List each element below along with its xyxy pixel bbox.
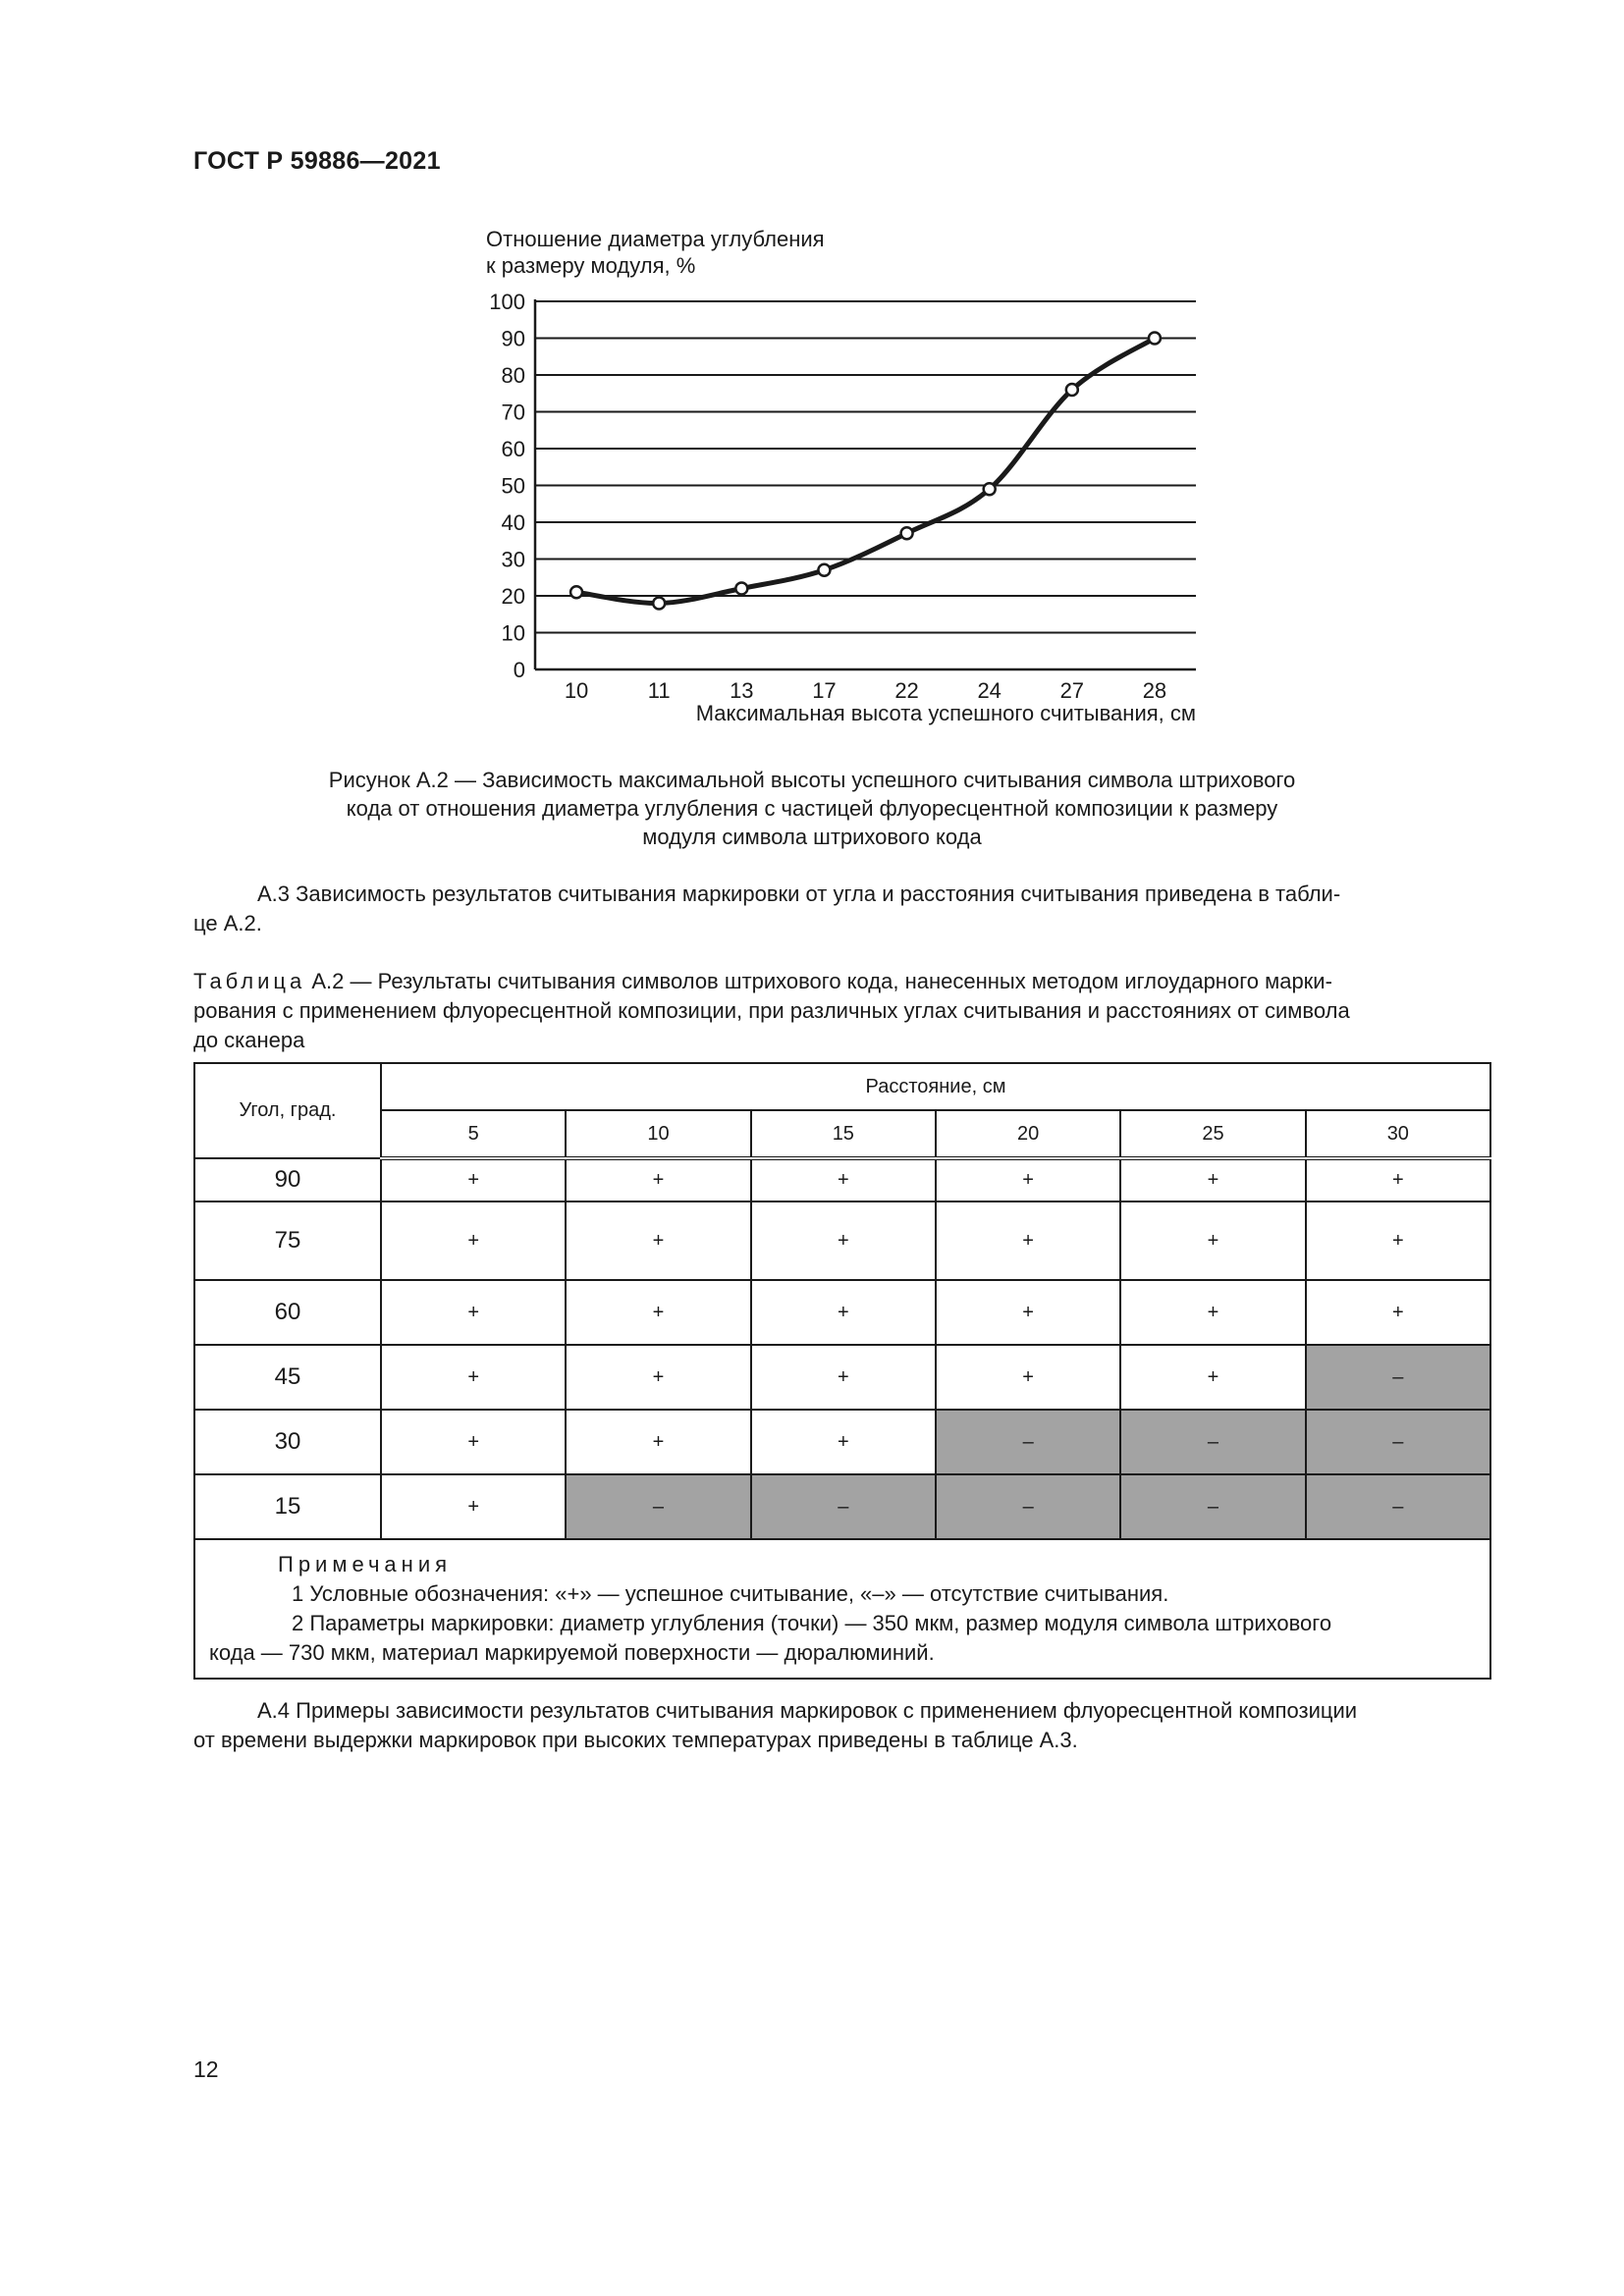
- result-cell: –: [1306, 1474, 1490, 1539]
- figure-caption: [196, 766, 1428, 851]
- chart-x-tick-label: 24: [977, 678, 1001, 703]
- chart-y-tick-label: 80: [501, 363, 525, 388]
- result-cell: +: [751, 1345, 936, 1410]
- result-cell: –: [1120, 1410, 1305, 1474]
- chart-x-tick-label: 28: [1142, 678, 1167, 703]
- result-cell: +: [566, 1158, 750, 1201]
- result-cell: +: [751, 1280, 936, 1345]
- table-row: [194, 1201, 1490, 1280]
- result-cell: +: [566, 1345, 750, 1410]
- chart-y-tick-label: 60: [501, 437, 525, 461]
- paragraph-line: от времени выдержки маркировок при высоких температурах приведены в таблице А.3.: [193, 1728, 1078, 1752]
- table-notes: [194, 1539, 1490, 1679]
- chart-ylabel-line1: Отношение диаметра углубления: [486, 227, 825, 251]
- chart-y-tick-label: 30: [501, 547, 525, 572]
- chart-data-point: [1066, 384, 1078, 396]
- chart-xlabel: Максимальная высота успешного считывания, см: [695, 701, 1196, 725]
- figure-caption-line: модуля символа штрихового кода: [642, 825, 982, 849]
- result-cell: –: [936, 1410, 1120, 1474]
- chart-data-point: [735, 583, 747, 595]
- chart-series-line: [576, 339, 1155, 604]
- note-line: 1 Условные обозначения: «+» — успешное считывание, «–» — отсутствие считывания.: [292, 1581, 1169, 1606]
- table-title-line: до сканера: [193, 1028, 305, 1052]
- page-number: 12: [193, 2056, 219, 2082]
- result-cell: +: [381, 1345, 566, 1410]
- chart-y-tick-label: 90: [501, 326, 525, 351]
- document-header: ГОСТ Р 59886—2021: [193, 147, 441, 175]
- result-cell: +: [1306, 1201, 1490, 1280]
- paragraph-line: А.3 Зависимость результатов считывания маркировки от угла и расстояния считывания приведена в табли-: [257, 881, 1341, 906]
- chart-x-tick-label: 11: [647, 678, 671, 703]
- chart-data-point: [653, 598, 665, 610]
- result-cell: +: [936, 1345, 1120, 1410]
- result-cell: +: [936, 1280, 1120, 1345]
- result-cell: +: [751, 1410, 936, 1474]
- result-cell: +: [1120, 1158, 1305, 1201]
- figure-a2-chart: [471, 216, 1237, 746]
- notes-title: Примечания: [278, 1552, 453, 1576]
- table-row: [194, 1280, 1490, 1345]
- angle-cell: 90: [194, 1158, 381, 1201]
- table-row: [194, 1474, 1490, 1539]
- angle-column-header: Угол, град.: [194, 1063, 381, 1158]
- chart-x-tick-label: 22: [894, 678, 919, 703]
- chart-grid: [535, 301, 1196, 633]
- note-line: кода — 730 мкм, материал маркируемой поверхности — дюралюминий.: [209, 1640, 935, 1665]
- result-cell: +: [381, 1474, 566, 1539]
- result-cell: +: [1306, 1158, 1490, 1201]
- table-title: [193, 967, 1491, 1055]
- chart-data-point: [984, 483, 996, 495]
- result-cell: +: [566, 1410, 750, 1474]
- result-cell: +: [566, 1280, 750, 1345]
- figure-caption-line: Рисунок А.2 — Зависимость максимальной высоты успешного считывания символа штрихового: [328, 768, 1296, 792]
- chart-x-tick-label: 13: [730, 678, 754, 703]
- chart-y-tick-label: 40: [501, 510, 525, 535]
- result-cell: +: [381, 1201, 566, 1280]
- table-row: [194, 1410, 1490, 1474]
- chart-y-tick-label: 0: [513, 658, 525, 682]
- chart-y-tick-label: 10: [501, 620, 525, 646]
- result-cell: +: [936, 1201, 1120, 1280]
- result-cell: +: [751, 1158, 936, 1201]
- table-title-label: Таблица: [193, 969, 306, 993]
- result-cell: +: [381, 1158, 566, 1201]
- chart-y-tick-label: 50: [501, 473, 525, 499]
- chart-data-point: [570, 586, 582, 598]
- chart-y-tick-label: 70: [501, 400, 525, 425]
- result-cell: –: [566, 1474, 750, 1539]
- angle-cell: 15: [194, 1474, 381, 1539]
- chart-svg: [471, 216, 1237, 746]
- note-line: 2 Параметры маркировки: диаметр углубления (точки) — 350 мкм, размер модуля символа штрихового: [292, 1611, 1332, 1635]
- paragraph-line: А.4 Примеры зависимости результатов считывания маркировок с применением флуоресцентной композиции: [257, 1698, 1358, 1723]
- angle-cell: 75: [194, 1201, 381, 1280]
- result-cell: –: [1120, 1474, 1305, 1539]
- table-title-line: рования с применением флуоресцентной композиции, при различных углах считывания и расстояниях от символа: [193, 998, 1350, 1023]
- chart-y-ticks: [489, 290, 525, 682]
- distance-column-header: Расстояние, см: [381, 1063, 1490, 1110]
- result-cell: +: [1120, 1345, 1305, 1410]
- result-cell: +: [381, 1410, 566, 1474]
- chart-y-tick-label: 20: [501, 584, 525, 609]
- distance-header-cell: 10: [566, 1110, 750, 1158]
- paragraph-a3: [193, 880, 1491, 938]
- angle-cell: 60: [194, 1280, 381, 1345]
- result-cell: +: [1120, 1201, 1305, 1280]
- result-cell: +: [566, 1201, 750, 1280]
- chart-x-ticks: [565, 678, 1166, 703]
- chart-data-point: [818, 564, 830, 576]
- distance-header-cell: 15: [751, 1110, 936, 1158]
- result-cell: –: [751, 1474, 936, 1539]
- result-cell: +: [1306, 1280, 1490, 1345]
- distance-header-cell: 25: [1120, 1110, 1305, 1158]
- chart-ylabel-line2: к размеру модуля, %: [486, 253, 696, 278]
- chart-data-point: [1149, 333, 1161, 345]
- angle-cell: 45: [194, 1345, 381, 1410]
- paragraph-line: це А.2.: [193, 911, 262, 935]
- chart-data-point: [901, 527, 913, 539]
- table-title-rest: А.2 — Результаты считывания символов штрихового кода, нанесенных методом иглоударного марки-: [305, 969, 1332, 993]
- distance-header-cell: 5: [381, 1110, 566, 1158]
- result-cell: –: [1306, 1410, 1490, 1474]
- table-row: [194, 1158, 1490, 1201]
- chart-x-tick-label: 17: [812, 678, 837, 703]
- chart-x-tick-label: 10: [564, 678, 589, 703]
- chart-x-tick-label: 27: [1059, 678, 1085, 703]
- table-row: [194, 1345, 1490, 1410]
- result-cell: +: [936, 1158, 1120, 1201]
- chart-y-tick-label: 100: [489, 290, 525, 314]
- result-cell: +: [1120, 1280, 1305, 1345]
- chart-points: [570, 333, 1161, 610]
- result-cell: +: [751, 1201, 936, 1280]
- angle-cell: 30: [194, 1410, 381, 1474]
- result-cell: +: [381, 1280, 566, 1345]
- results-table: [193, 1062, 1491, 1680]
- distance-header-cell: 30: [1306, 1110, 1490, 1158]
- distance-header-cell: 20: [936, 1110, 1120, 1158]
- figure-caption-line: кода от отношения диаметра углубления с частицей флуоресцентной композиции к размеру: [346, 796, 1278, 821]
- result-cell: –: [1306, 1345, 1490, 1410]
- paragraph-a4: [193, 1696, 1491, 1755]
- result-cell: –: [936, 1474, 1120, 1539]
